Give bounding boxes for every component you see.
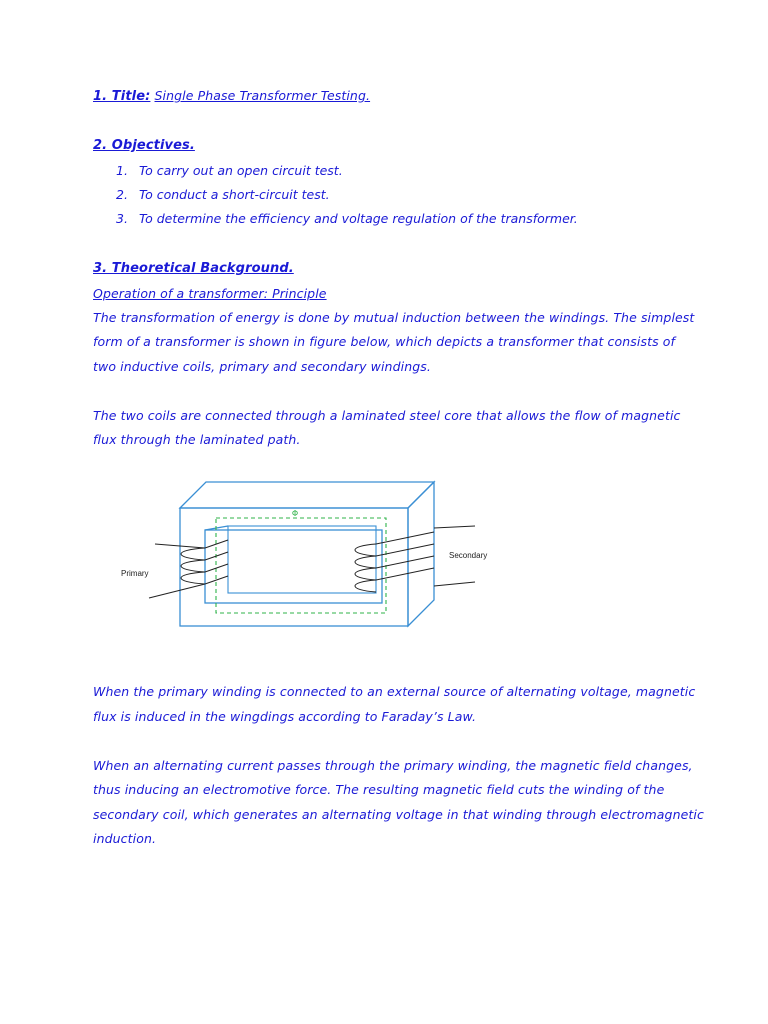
title-label: 1. Title: xyxy=(93,89,151,104)
title-text: Single Phase Transformer Testing. xyxy=(154,88,371,103)
objective-text: To conduct a short-circuit test. xyxy=(139,187,330,202)
flux-symbol: Φ xyxy=(291,509,299,518)
transformer-core xyxy=(180,482,434,626)
objective-number: 1. xyxy=(116,163,128,178)
paragraph-line: flux through the laminated path. xyxy=(93,432,301,447)
paragraph-line: two inductive coils, primary and secondary windings. xyxy=(93,359,431,374)
paragraph-line: When the primary winding is connected to an external source of alternating voltage, magnetic xyxy=(93,684,696,699)
objective-number: 2. xyxy=(116,187,128,202)
paragraph-line: The transformation of energy is done by mutual induction between the windings. The simplest xyxy=(93,310,695,325)
principle-subheading: Operation of a transformer: Principle xyxy=(93,286,327,301)
paragraph-line: flux is induced in the wingdings according to Faraday’s Law. xyxy=(93,709,477,724)
objectives-heading: 2. Objectives. xyxy=(93,138,195,153)
objective-text: To determine the efficiency and voltage regulation of the transformer. xyxy=(139,211,578,226)
objective-number: 3. xyxy=(116,211,128,226)
background-heading: 3. Theoretical Background. xyxy=(93,261,294,276)
objective-text: To carry out an open circuit test. xyxy=(139,163,343,178)
paragraph-line: form of a transformer is shown in figure below, which depicts a transformer that consists of xyxy=(93,334,676,349)
primary-label: Primary xyxy=(121,569,149,578)
secondary-label: Secondary xyxy=(449,551,488,560)
paragraph-line: induction. xyxy=(93,831,157,846)
transformer-diagram xyxy=(93,458,493,658)
title-line xyxy=(93,88,370,104)
paragraph-line: secondary coil, which generates an alternating voltage in that winding through electromagnetic xyxy=(93,807,704,822)
paragraph-line: thus inducing an electromotive force. The resulting magnetic field cuts the winding of the xyxy=(93,782,665,797)
paragraph-line: The two coils are connected through a laminated steel core that allows the flow of magnetic xyxy=(93,408,681,423)
paragraph-line: When an alternating current passes through the primary winding, the magnetic field changes, xyxy=(93,758,693,773)
